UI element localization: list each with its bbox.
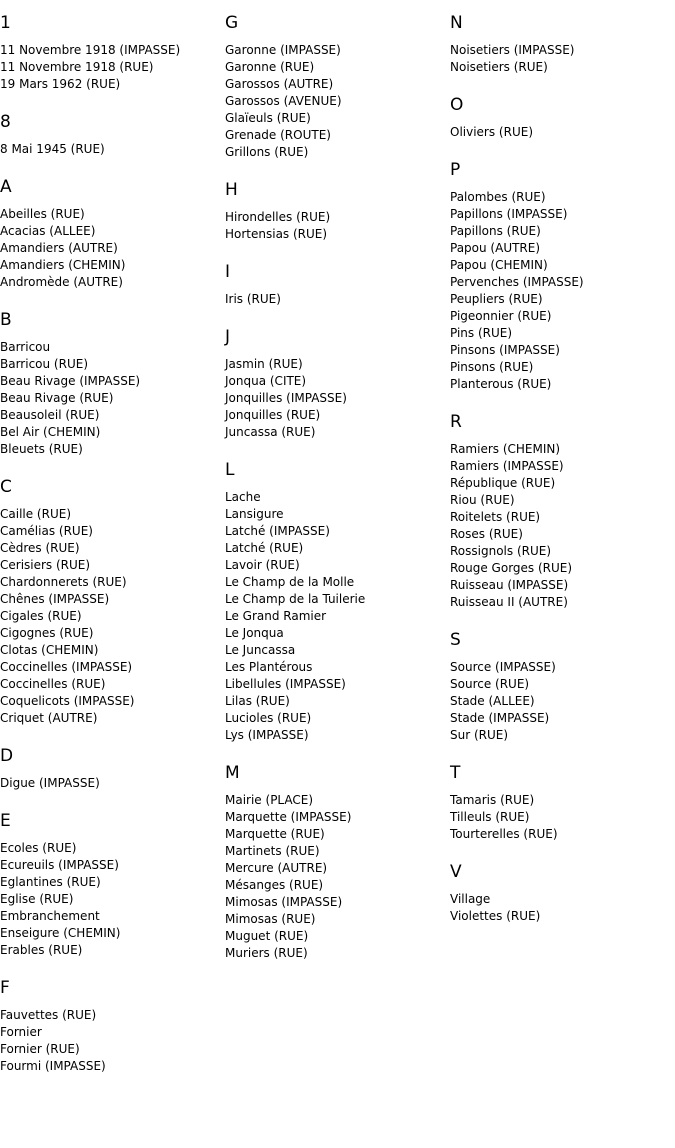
street-item: Cèdres (RUE) (0, 541, 80, 555)
section-letter-heading: A (0, 177, 12, 197)
street-item: Muguet (RUE) (225, 929, 309, 943)
street-list (225, 42, 450, 161)
letter-section (225, 249, 450, 314)
street-list (450, 42, 675, 76)
street-item: Cigognes (RUE) (0, 626, 94, 640)
street-item: Ecoles (RUE) (0, 841, 77, 855)
street-item: Chênes (IMPASSE) (0, 592, 110, 606)
street-item: Beau Rivage (IMPASSE) (0, 374, 141, 388)
street-item: Enseigure (CHEMIN) (0, 926, 121, 940)
street-item: Lansigure (225, 507, 284, 521)
street-item: Roses (RUE) (450, 527, 523, 541)
letter-section (225, 447, 450, 750)
letter-section (0, 965, 225, 1081)
street-item: Marquette (IMPASSE) (225, 810, 352, 824)
street-item: 11 Novembre 1918 (IMPASSE) (0, 43, 181, 57)
section-spacer (0, 1075, 225, 1081)
street-list (0, 775, 225, 792)
street-item: 19 Mars 1962 (RUE) (0, 77, 121, 91)
street-item: Mercure (AUTRE) (225, 861, 328, 875)
section-spacer (450, 925, 675, 931)
street-item: Hirondelles (RUE) (225, 210, 331, 224)
street-item: Erables (RUE) (0, 943, 83, 957)
street-item: Digue (IMPASSE) (0, 776, 100, 790)
street-item: Lache (225, 490, 261, 504)
street-list (450, 189, 675, 393)
street-item: Iris (RUE) (225, 292, 281, 306)
street-item: Beausoleil (RUE) (0, 408, 100, 422)
street-list (0, 206, 225, 291)
section-letter-heading: N (450, 13, 463, 33)
street-list (450, 659, 675, 744)
street-item: Garossos (AUTRE) (225, 77, 334, 91)
street-item: Papou (CHEMIN) (450, 258, 548, 272)
street-item: Lavoir (RUE) (225, 558, 300, 572)
street-item: Ruisseau II (AUTRE) (450, 595, 568, 609)
letter-section (450, 750, 675, 849)
section-letter-heading: L (225, 460, 235, 480)
letter-section (0, 164, 225, 297)
street-list (0, 141, 225, 158)
letter-section (0, 798, 225, 965)
street-item: Fornier (RUE) (0, 1042, 80, 1056)
street-item: Rossignols (RUE) (450, 544, 552, 558)
street-item: Oliviers (RUE) (450, 125, 533, 139)
street-item: Mimosas (IMPASSE) (225, 895, 343, 909)
street-item: Jasmin (RUE) (225, 357, 303, 371)
street-item: Pigeonnier (RUE) (450, 309, 552, 323)
street-item: Beau Rivage (RUE) (0, 391, 114, 405)
street-list (450, 124, 675, 141)
street-item: Mairie (PLACE) (225, 793, 314, 807)
letter-section (0, 464, 225, 733)
section-letter-heading: D (0, 746, 14, 766)
street-item: Hortensias (RUE) (225, 227, 328, 241)
street-item: Marquette (RUE) (225, 827, 325, 841)
street-item: Source (IMPASSE) (450, 660, 556, 674)
street-item: Muriers (RUE) (225, 946, 308, 960)
street-item: Acacias (ALLEE) (0, 224, 96, 238)
letter-section (450, 617, 675, 750)
letter-section (0, 297, 225, 464)
street-item: Tamaris (RUE) (450, 793, 535, 807)
street-item: République (RUE) (450, 476, 556, 490)
section-spacer (225, 962, 450, 968)
street-item: Tilleuls (RUE) (450, 810, 530, 824)
street-item: Clotas (CHEMIN) (0, 643, 99, 657)
street-item: Rouge Gorges (RUE) (450, 561, 573, 575)
street-item: Roitelets (RUE) (450, 510, 541, 524)
section-letter-heading: M (225, 763, 240, 783)
street-item: Barricou (0, 340, 51, 354)
street-item: Stade (IMPASSE) (450, 711, 550, 725)
street-item: Le Champ de la Tuilerie (225, 592, 366, 606)
street-item: Amandiers (AUTRE) (0, 241, 118, 255)
section-letter-heading: 8 (0, 112, 11, 132)
street-item: Caille (RUE) (0, 507, 71, 521)
section-letter-heading: O (450, 95, 464, 115)
street-item: Source (RUE) (450, 677, 530, 691)
street-index-column-3 (450, 0, 675, 931)
street-item: Sur (RUE) (450, 728, 509, 742)
street-item: Violettes (RUE) (450, 909, 541, 923)
street-list (450, 441, 675, 611)
letter-section (225, 167, 450, 249)
street-item: Peupliers (RUE) (450, 292, 543, 306)
street-item: Papillons (RUE) (450, 224, 541, 238)
street-list (225, 489, 450, 744)
street-item: Criquet (AUTRE) (0, 711, 98, 725)
street-item: Ecureuils (IMPASSE) (0, 858, 119, 872)
street-list (0, 42, 225, 93)
street-item: 8 Mai 1945 (RUE) (0, 142, 105, 156)
street-item: Fauvettes (RUE) (0, 1008, 97, 1022)
street-list (225, 209, 450, 243)
street-item: 11 Novembre 1918 (RUE) (0, 60, 154, 74)
street-item: Le Grand Ramier (225, 609, 327, 623)
street-list (225, 792, 450, 962)
street-item: Glaïeuls (RUE) (225, 111, 311, 125)
street-item: Coquelicots (IMPASSE) (0, 694, 135, 708)
street-item: Jonquilles (IMPASSE) (225, 391, 347, 405)
letter-section (225, 0, 450, 167)
street-item: Garossos (AVENUE) (225, 94, 342, 108)
street-item: Latché (IMPASSE) (225, 524, 330, 538)
street-item: Embranchement (0, 909, 100, 923)
street-item: Jonquilles (RUE) (225, 408, 321, 422)
street-item: Ramiers (IMPASSE) (450, 459, 564, 473)
street-item: Fourmi (IMPASSE) (0, 1059, 106, 1073)
street-item: Noisetiers (RUE) (450, 60, 548, 74)
street-item: Jonqua (CITE) (225, 374, 307, 388)
street-item: Ruisseau (IMPASSE) (450, 578, 569, 592)
street-item: Barricou (RUE) (0, 357, 89, 371)
street-item: Grillons (RUE) (225, 145, 309, 159)
street-item: Pinsons (IMPASSE) (450, 343, 560, 357)
section-letter-heading: 1 (0, 13, 11, 33)
street-item: Garonne (IMPASSE) (225, 43, 341, 57)
section-letter-heading: P (450, 160, 461, 180)
section-letter-heading: S (450, 630, 461, 650)
section-letter-heading: G (225, 13, 239, 33)
street-list (0, 339, 225, 458)
street-item: Pins (RUE) (450, 326, 513, 340)
section-letter-heading: T (450, 763, 461, 783)
street-item: Coccinelles (IMPASSE) (0, 660, 133, 674)
street-item: Palombes (RUE) (450, 190, 546, 204)
street-item: Eglantines (RUE) (0, 875, 101, 889)
street-item: Latché (RUE) (225, 541, 304, 555)
street-item: Le Champ de la Molle (225, 575, 355, 589)
street-item: Stade (ALLEE) (450, 694, 535, 708)
street-item: Grenade (ROUTE) (225, 128, 331, 142)
street-item: Pervenches (IMPASSE) (450, 275, 584, 289)
street-item: Bleuets (RUE) (0, 442, 83, 456)
street-item: Fornier (0, 1025, 42, 1039)
letter-section (450, 849, 675, 931)
street-item: Planterous (RUE) (450, 377, 552, 391)
street-item: Camélias (RUE) (0, 524, 93, 538)
section-letter-heading: R (450, 412, 462, 432)
section-letter-heading: H (225, 180, 238, 200)
section-letter-heading: E (0, 811, 11, 831)
street-index-column-1 (0, 0, 225, 1081)
street-item: Cigales (RUE) (0, 609, 82, 623)
street-item: Lilas (RUE) (225, 694, 290, 708)
letter-section (0, 733, 225, 798)
section-letter-heading: B (0, 310, 12, 330)
street-item: Noisetiers (IMPASSE) (450, 43, 575, 57)
letter-section (450, 0, 675, 82)
street-item: Cerisiers (RUE) (0, 558, 91, 572)
section-letter-heading: F (0, 978, 10, 998)
section-letter-heading: I (225, 262, 231, 282)
street-item: Mimosas (RUE) (225, 912, 316, 926)
street-item: Tourterelles (RUE) (450, 827, 558, 841)
letter-section (0, 99, 225, 164)
street-item: Mésanges (RUE) (225, 878, 324, 892)
street-item: Pinsons (RUE) (450, 360, 534, 374)
letter-section (225, 750, 450, 968)
section-letter-heading: J (225, 327, 231, 347)
street-item: Eglise (RUE) (0, 892, 74, 906)
street-item: Abeilles (RUE) (0, 207, 85, 221)
street-item: Le Juncassa (225, 643, 296, 657)
street-list (450, 891, 675, 925)
street-item: Amandiers (CHEMIN) (0, 258, 126, 272)
street-item: Le Jonqua (225, 626, 284, 640)
street-item: Papou (AUTRE) (450, 241, 541, 255)
street-item: Andromède (AUTRE) (0, 275, 123, 289)
street-item: Chardonnerets (RUE) (0, 575, 127, 589)
letter-section (225, 314, 450, 447)
street-list (450, 792, 675, 843)
street-list (0, 840, 225, 959)
letter-section (450, 147, 675, 399)
street-item: Les Plantérous (225, 660, 313, 674)
street-item: Libellules (IMPASSE) (225, 677, 346, 691)
street-item: Lys (IMPASSE) (225, 728, 309, 742)
street-item: Lucioles (RUE) (225, 711, 312, 725)
street-item: Coccinelles (RUE) (0, 677, 106, 691)
street-list (0, 1007, 225, 1075)
section-letter-heading: V (450, 862, 462, 882)
street-item: Martinets (RUE) (225, 844, 320, 858)
street-item: Bel Air (CHEMIN) (0, 425, 101, 439)
letter-section (0, 0, 225, 99)
street-item: Juncassa (RUE) (225, 425, 316, 439)
street-index-column-2 (225, 0, 450, 968)
street-item: Riou (RUE) (450, 493, 515, 507)
street-list (225, 356, 450, 441)
street-item: Village (450, 892, 491, 906)
letter-section (450, 399, 675, 617)
street-item: Garonne (RUE) (225, 60, 315, 74)
section-letter-heading: C (0, 477, 12, 497)
street-list (0, 506, 225, 727)
street-list (225, 291, 450, 308)
street-item: Papillons (IMPASSE) (450, 207, 568, 221)
letter-section (450, 82, 675, 147)
street-item: Ramiers (CHEMIN) (450, 442, 561, 456)
